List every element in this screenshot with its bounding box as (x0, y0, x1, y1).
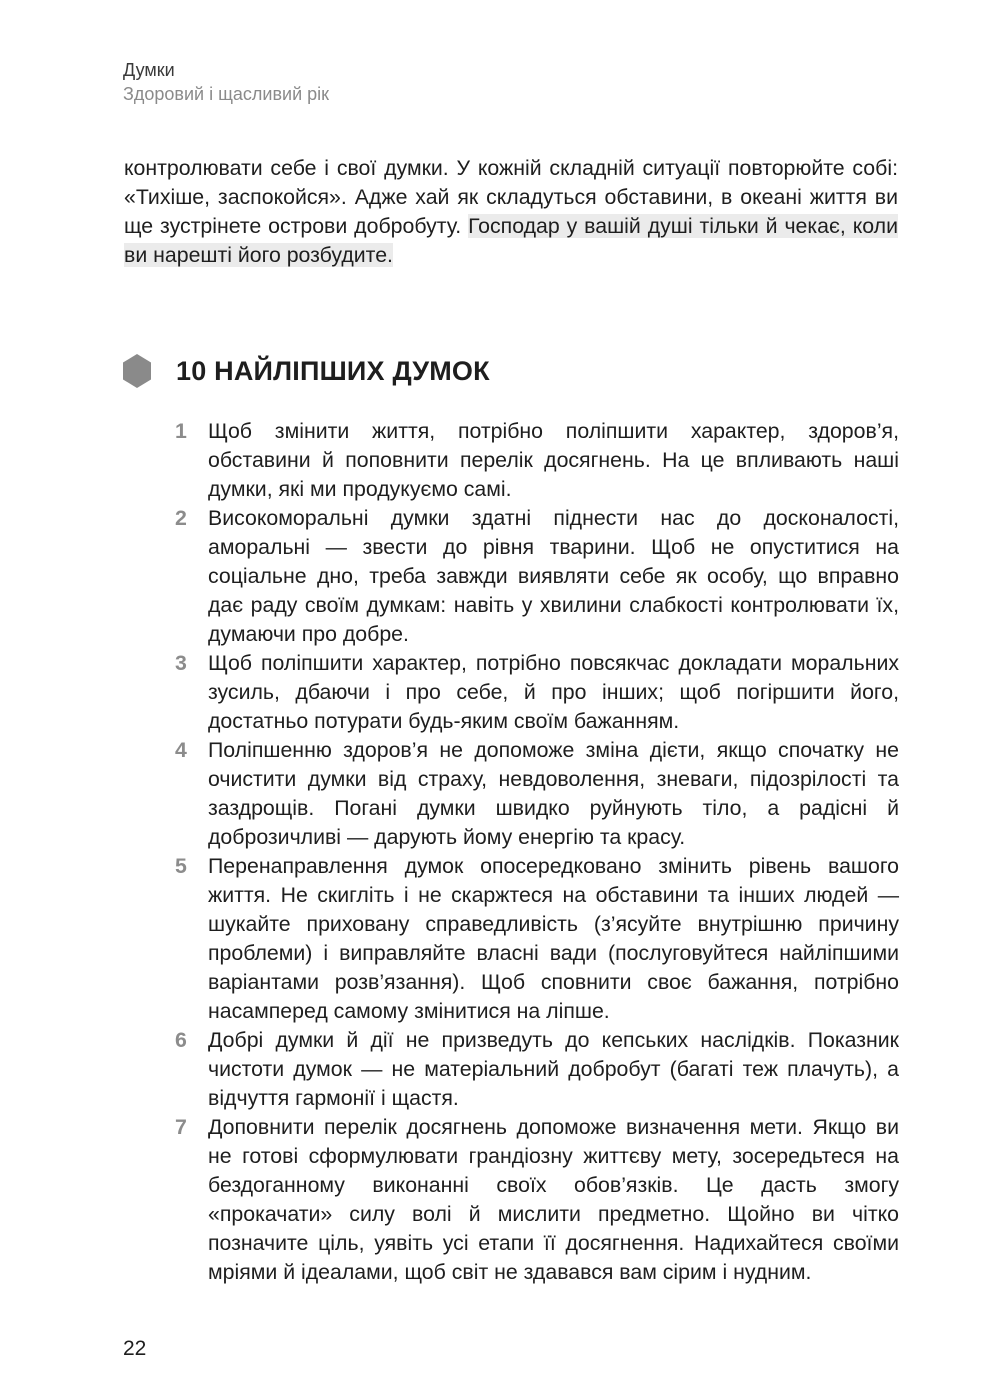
page-number: 22 (123, 1337, 147, 1360)
intro-text: контролювати себе і свої думки. У кожній складній ситуації повторюйте собі: «Тихіше, заспокойся». Адже хай як складуться обставини, в океані життя ви ще зустрінете острови добробуту. (124, 156, 898, 238)
item-number: 4 (175, 738, 187, 762)
list-item (175, 736, 899, 852)
running-head-title: Думки (123, 60, 175, 80)
section-heading (121, 352, 490, 390)
item-text: Високоморальні думки здатні піднести нас до досконалості, аморальні — звести до рівня тварини. Щоб не опуститися на соціальне дно, треба завжди виявляти себе як особу, що вправно дає раду своїм думкам: навіть у хвилини слабкості контролювати їх, думаючи про добре. (208, 506, 899, 646)
list-item (175, 417, 899, 504)
item-text: Добрі думки й дії не призведуть до кепських наслідків. Показник чистоти думок — не матеріальний добробут (багаті теж плачуть), а відчуття гармонії і щастя. (208, 1028, 899, 1110)
running-head-subtitle: Здоровий і щасливий рік (123, 84, 330, 104)
section-title: 10 НАЙЛІПШИХ ДУМОК (176, 355, 490, 386)
list-item (175, 1026, 899, 1113)
item-number: 7 (175, 1115, 187, 1139)
item-text: Щоб поліпшити характер, потрібно повсякчас докладати моральних зусиль, дбаючи і про себе, й про інших; щоб погіршити його, достатньо потурати будь-яким своїм бажанням. (208, 651, 899, 733)
item-number: 2 (175, 506, 187, 530)
item-number: 6 (175, 1028, 187, 1052)
list-item (175, 1113, 899, 1287)
item-number: 3 (175, 651, 187, 675)
item-number: 1 (175, 419, 187, 443)
list-item (175, 649, 899, 736)
intro-paragraph (124, 154, 898, 270)
list-item (175, 504, 899, 649)
item-text: Поліпшенню здоров’я не допоможе зміна дієти, якщо спочатку не очистити думки від страху, невдоволення, зневаги, підозрілості та заздрощів. Погані думки швидко руйнують тіло, а радісні й доброзичливі — дарують йому енергію та красу. (208, 738, 899, 849)
item-number: 5 (175, 854, 187, 878)
item-text: Перенаправлення думок опосередковано змінить рівень вашого життя. Не скигліть і не скаржтеся на обставини та інших людей — шукайте приховану справедливість (з’ясуйте внутрішню причину проблеми) і виправляйте власні вади (послуговуйтеся найліпшими варіантами розв’язання). Щоб сповнити своє бажання, потрібно насамперед самому змінитися на ліпше. (208, 854, 899, 1023)
item-text: Доповнити перелік досягнень допоможе визначення мети. Якщо ви не готові сформулювати грандіозну життєву мету, зосередьтеся на бездоганному виконанні своїх обов’язків. Це дасть змогу «прокачати» силу волі й мислити предметно. Щойно ви чітко позначите ціль, уявіть усі етапи її досягнення. Надихайтеся своїми мріями й ідеалами, щоб світ не здавався вам сірим і нудним. (208, 1115, 899, 1284)
hexagon-icon (121, 353, 153, 389)
running-head (123, 58, 329, 106)
item-text: Щоб змінити життя, потрібно поліпшити характер, здоров’я, обставини й поповнити перелік досягнень. На це впливають наші думки, які ми продукуємо самі. (208, 419, 899, 501)
thoughts-list (175, 417, 899, 1287)
intro-highlighted-text: Господар у вашій душі тільки й чекає, коли ви нарешті його розбудите. (124, 214, 898, 267)
list-item (175, 852, 899, 1026)
